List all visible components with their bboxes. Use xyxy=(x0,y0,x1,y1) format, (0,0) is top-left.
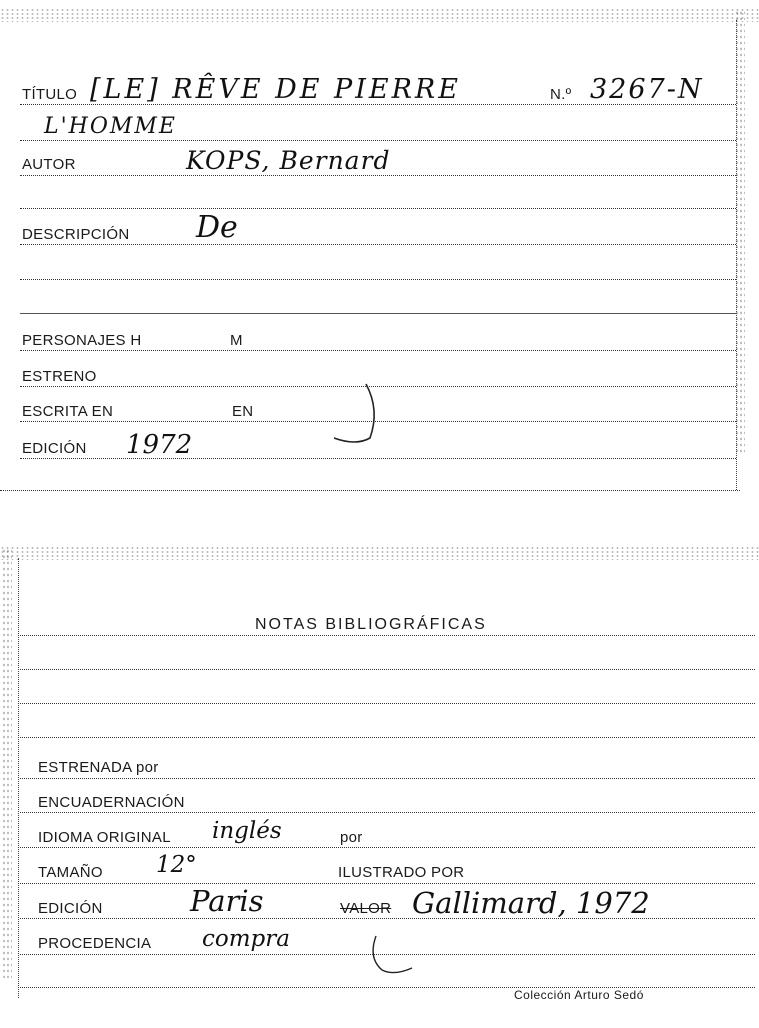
titulo-value: [LE] RÊVE DE PIERRE xyxy=(90,74,461,105)
edicion-label: EDICIÓN xyxy=(22,440,87,457)
tamano-value: 12° xyxy=(156,852,197,878)
descripcion-value: De xyxy=(196,210,238,245)
catalog-card-front xyxy=(0,0,759,495)
encuadernacion-rule xyxy=(20,812,755,813)
back-edicion-label: EDICIÓN xyxy=(38,900,103,917)
notas-rule xyxy=(20,635,755,636)
personajes-m-label: M xyxy=(230,332,243,349)
notas-heading: NOTAS BIBLIOGRÁFICAS xyxy=(255,616,487,633)
titulo-rule xyxy=(20,104,736,105)
autor-rule xyxy=(20,175,736,176)
valor-label: VALOR xyxy=(340,900,392,917)
ilustrado-label: ILUSTRADO POR xyxy=(338,864,465,881)
back-edicion-value: Paris xyxy=(190,884,264,918)
notas-rule-3 xyxy=(20,703,755,704)
tamano-label: TAMAÑO xyxy=(38,864,103,881)
encuadernacion-label: ENCUADERNACIÓN xyxy=(38,794,185,811)
idioma-por-label: por xyxy=(340,829,363,846)
card-bottom-rule xyxy=(20,987,755,988)
personajes-label: PERSONAJES H xyxy=(22,332,142,349)
autor-value: KOPS, Bernard xyxy=(186,146,391,175)
idioma-value: inglés xyxy=(212,818,282,844)
autor-label: AUTOR xyxy=(22,156,76,173)
descripcion-rule-2 xyxy=(20,279,736,280)
card-bottom-rule xyxy=(0,490,740,491)
punch-hole-mark xyxy=(360,932,420,978)
card-top-edge xyxy=(0,8,759,22)
descripcion-rule-3 xyxy=(20,313,736,314)
idioma-rule xyxy=(20,847,755,848)
collection-stamp: Colección Arturo Sedó xyxy=(514,988,644,1002)
escrita-en-label: EN xyxy=(232,403,254,420)
numero-value: 3267-N xyxy=(590,74,704,105)
numero-label: N.º xyxy=(550,86,572,103)
descripcion-rule xyxy=(20,244,736,245)
titulo-value-line2: L'HOMME xyxy=(44,114,177,139)
escrita-label: ESCRITA EN xyxy=(22,403,114,420)
idioma-label: IDIOMA ORIGINAL xyxy=(38,829,171,846)
estrenada-label: ESTRENADA por xyxy=(38,759,159,776)
personajes-rule xyxy=(20,350,736,351)
card-top-edge xyxy=(0,546,759,560)
editorial-value: Gallimard, 1972 xyxy=(412,886,650,920)
descripcion-label: DESCRIPCIÓN xyxy=(22,226,130,243)
catalog-card-back xyxy=(0,538,759,1018)
estreno-label: ESTRENO xyxy=(22,368,97,385)
card-right-border xyxy=(736,20,737,490)
titulo-label: TÍTULO xyxy=(22,86,78,103)
estrenada-rule xyxy=(20,778,755,779)
tamano-rule xyxy=(20,883,755,884)
card-left-edge xyxy=(2,548,12,978)
notas-rule-4 xyxy=(20,737,755,738)
edicion-value: 1972 xyxy=(126,430,193,460)
procedencia-label: PROCEDENCIA xyxy=(38,935,152,952)
punch-hole-mark xyxy=(330,380,390,450)
edicion-rule xyxy=(20,458,736,459)
autor-rule-2 xyxy=(20,208,736,209)
card-left-border xyxy=(18,558,19,998)
titulo-rule-2 xyxy=(20,140,736,141)
edicion-rule xyxy=(20,918,755,919)
notas-rule-2 xyxy=(20,669,755,670)
procedencia-value: compra xyxy=(202,926,290,952)
